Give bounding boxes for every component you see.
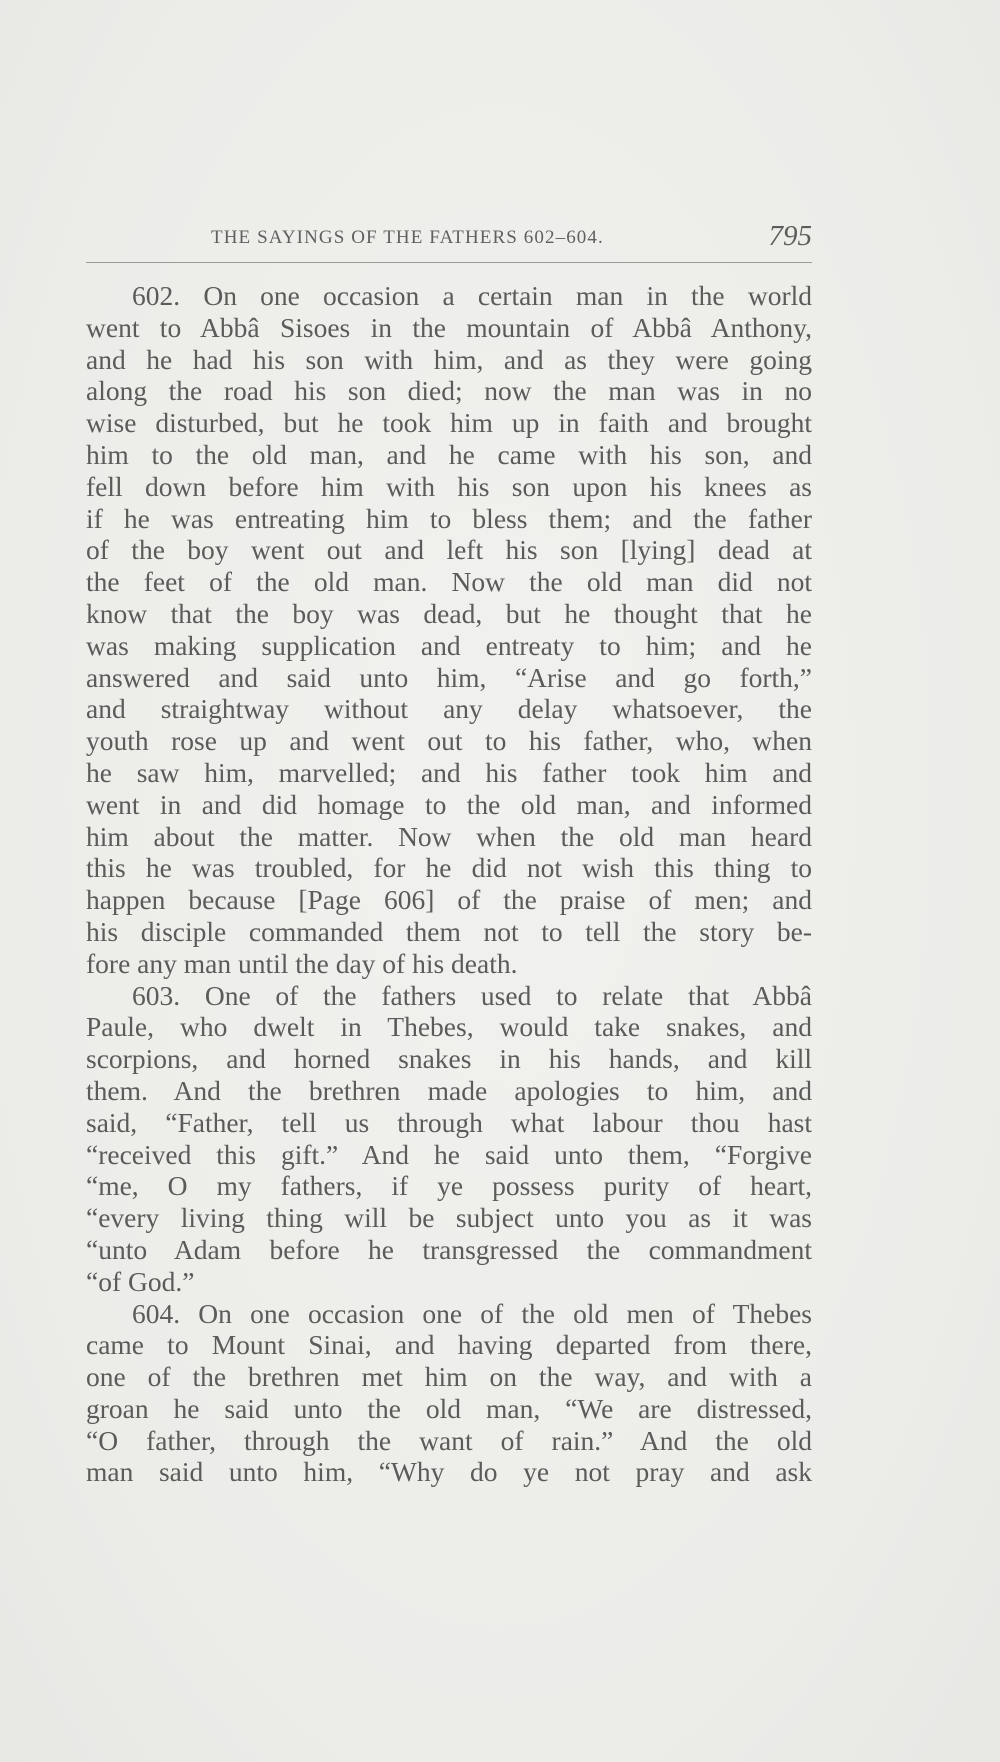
- header-rule: [86, 262, 812, 263]
- page-number: 795: [768, 220, 812, 252]
- text-line: man said unto him, “Why do ye not pray and ask: [86, 1456, 812, 1488]
- running-title: THE SAYINGS OF THE FATHERS 602–604.: [211, 227, 604, 248]
- paragraph-603: [86, 980, 812, 1298]
- paragraph-602: [86, 280, 812, 980]
- text-line: happen because [Page 606] of the praise of men; and: [86, 884, 812, 916]
- text-line: fore any man until the day of his death.: [86, 947, 518, 979]
- text-line: the feet of the old man. Now the old man did not: [86, 566, 812, 598]
- text-line: and he had his son with him, and as they were going: [86, 343, 812, 375]
- text-line: Paule, who dwelt in Thebes, would take snakes, and: [86, 1011, 812, 1043]
- text-line: “me, O my fathers, if ye possess purity of heart,: [86, 1170, 812, 1202]
- text-line: said, “Father, tell us through what labour thou hast: [86, 1106, 812, 1138]
- text-line: “received this gift.” And he said unto them, “Forgive: [86, 1138, 812, 1170]
- text-line: “every living thing will be subject unto you as it was: [86, 1202, 812, 1234]
- text-line: along the road his son died; now the man was in no: [86, 375, 812, 407]
- text-line: them. And the brethren made apologies to him, and: [86, 1074, 812, 1106]
- text-line: “of God.”: [86, 1265, 195, 1297]
- text-line: 603. One of the fathers used to relate that Abbâ: [132, 979, 812, 1011]
- text-line: fell down before him with his son upon his knees as: [86, 470, 812, 502]
- text-line: of the boy went out and left his son [lying] dead at: [86, 534, 812, 566]
- text-line: him to the old man, and he came with his son, and: [86, 438, 812, 470]
- text-line: his disciple commanded them not to tell the story be-: [86, 915, 812, 947]
- text-line: 604. On one occasion one of the old men of Thebes: [132, 1297, 812, 1329]
- text-line: came to Mount Sinai, and having departed from there,: [86, 1329, 812, 1361]
- text-line: “O father, through the want of rain.” And the old: [86, 1424, 812, 1456]
- text-line: youth rose up and went out to his father, who, when: [86, 725, 812, 757]
- text-line: wise disturbed, but he took him up in faith and brought: [86, 407, 812, 439]
- text-line: answered and said unto him, “Arise and go forth,”: [86, 661, 812, 693]
- text-line: groan he said unto the old man, “We are distressed,: [86, 1392, 812, 1424]
- text-line: went in and did homage to the old man, and informed: [86, 788, 812, 820]
- text-line: and straightway without any delay whatsoever, the: [86, 693, 812, 725]
- text-line: 602. On one occasion a certain man in the world: [132, 280, 812, 311]
- text-line: scorpions, and horned snakes in his hands, and kill: [86, 1043, 812, 1075]
- text-line: if he was entreating him to bless them; and the father: [86, 502, 812, 534]
- text-line: this he was troubled, for he did not wish this thing to: [86, 852, 812, 884]
- text-line: “unto Adam before he transgressed the commandment: [86, 1233, 812, 1265]
- body-text: [86, 280, 812, 1488]
- running-header: [86, 220, 812, 262]
- text-line: know that the boy was dead, but he thought that he: [86, 597, 812, 629]
- text-line: he saw him, marvelled; and his father took him and: [86, 756, 812, 788]
- text-line: went to Abbâ Sisoes in the mountain of Abbâ Anthony,: [86, 311, 812, 343]
- text-line: him about the matter. Now when the old man heard: [86, 820, 812, 852]
- text-line: was making supplication and entreaty to him; and he: [86, 629, 812, 661]
- paragraph-604: [86, 1298, 812, 1489]
- text-line: one of the brethren met him on the way, and with a: [86, 1361, 812, 1393]
